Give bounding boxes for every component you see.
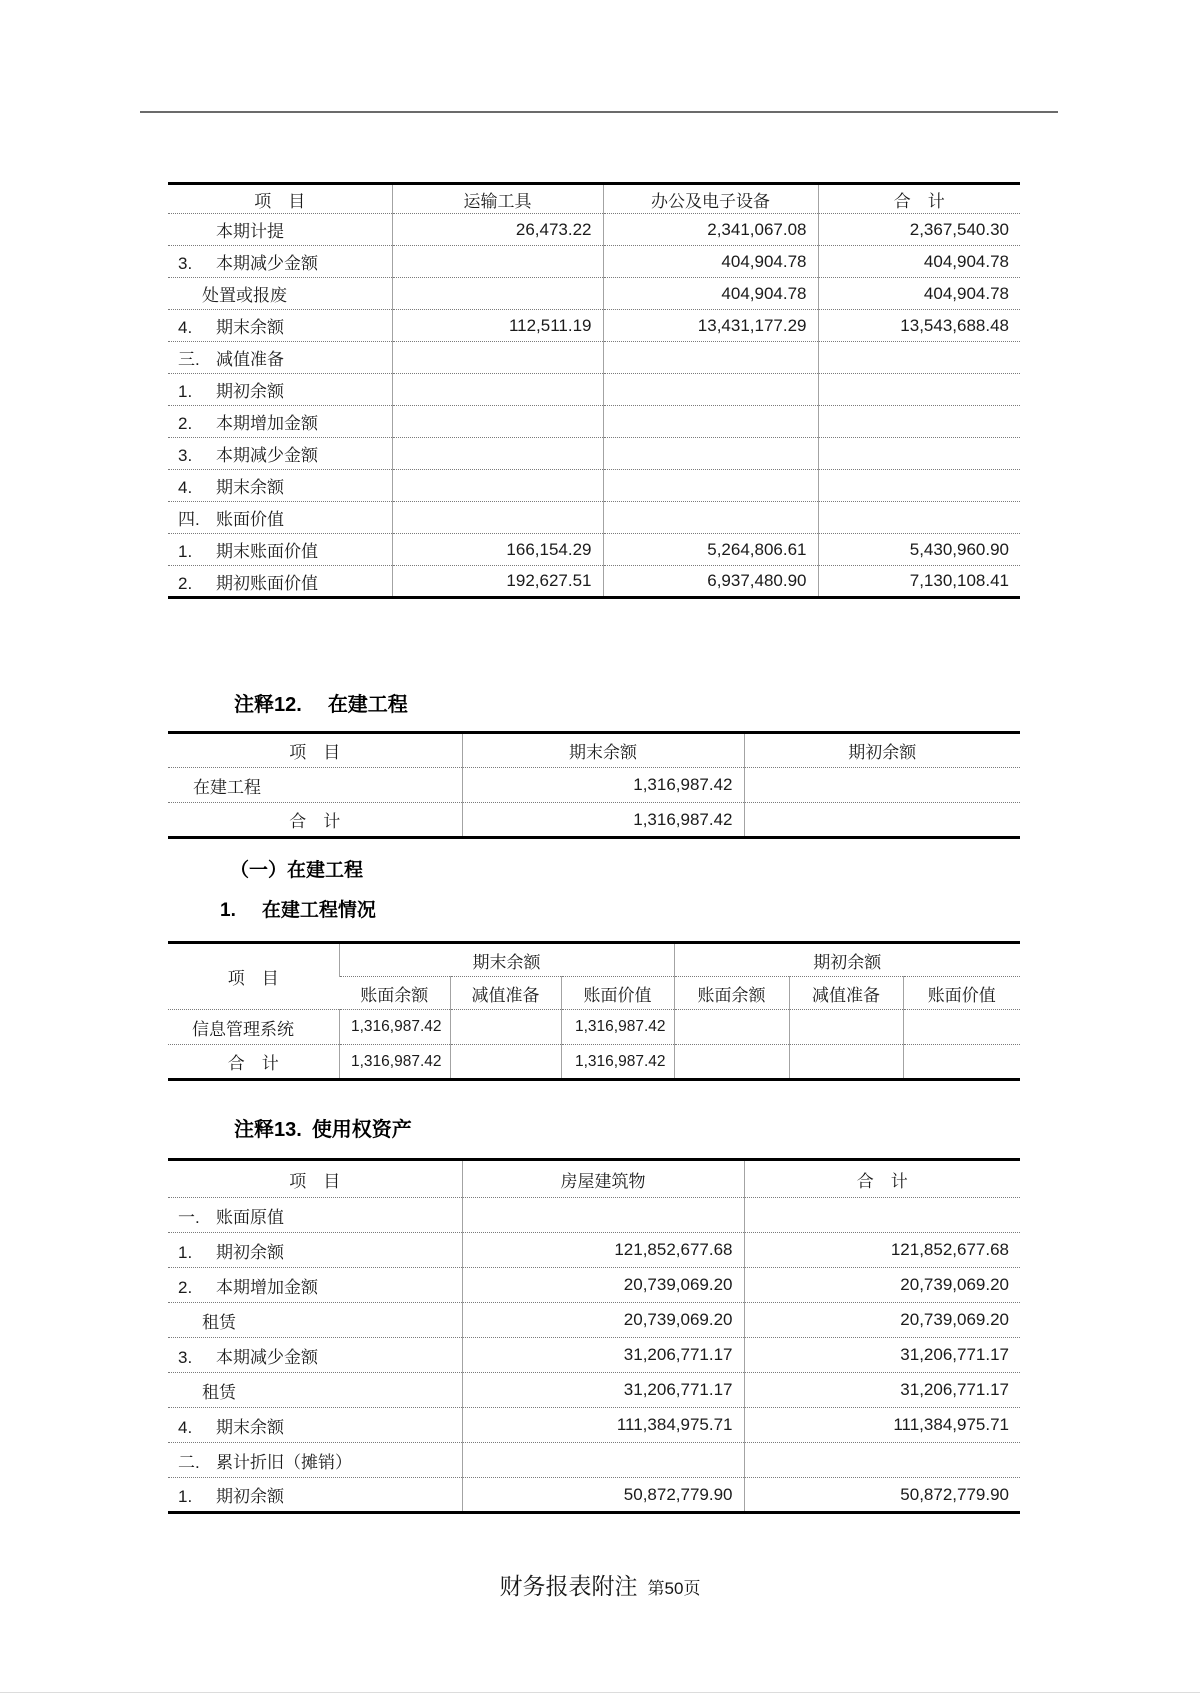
header-group-ending: 期末余额 — [339, 943, 674, 977]
row-number: 3. — [178, 1347, 193, 1367]
subheader-impairment: 减值准备 — [450, 977, 561, 1010]
table-group-header-row — [168, 943, 1020, 977]
cip-detail-number: 1. — [220, 900, 236, 921]
cip-detail-heading — [168, 898, 1020, 923]
cell — [789, 1010, 903, 1045]
cell-beginning — [744, 768, 1020, 803]
header-office-equipment: 办公及电子设备 — [603, 184, 818, 214]
cell-transport — [392, 246, 603, 278]
cell-total: 13,543,688.48 — [818, 310, 1020, 342]
table-row — [168, 438, 1020, 470]
footer-page-number: 第50页 — [647, 1579, 701, 1598]
row-label: 期初账面价值 — [216, 573, 318, 593]
cell-transport — [392, 502, 603, 534]
header-item: 项 目 — [289, 1171, 341, 1191]
table-row — [168, 278, 1020, 310]
cell-buildings — [462, 1443, 744, 1478]
cell-office: 13,431,177.29 — [603, 310, 818, 342]
cell-total: 31,206,771.17 — [744, 1373, 1020, 1408]
cell-total — [744, 1443, 1020, 1478]
cell-total — [818, 502, 1020, 534]
row-label: 累计折旧（摊销） — [216, 1452, 352, 1472]
row-number: 1. — [178, 382, 193, 401]
cip-detail-title: 在建工程情况 — [261, 900, 376, 921]
cell-office: 404,904.78 — [603, 278, 818, 310]
cell: 1,316,987.42 — [339, 1045, 450, 1080]
rou-assets-table — [168, 1158, 1020, 1514]
cell-total: 20,739,069.20 — [744, 1303, 1020, 1338]
row-number: 3. — [178, 254, 193, 273]
row-number: 1. — [178, 542, 193, 561]
cell-total — [818, 438, 1020, 470]
footer-title: 财务报表附注 — [499, 1573, 638, 1599]
table-row — [168, 1303, 1020, 1338]
cell-transport: 192,627.51 — [392, 566, 603, 598]
header-buildings: 房屋建筑物 — [462, 1160, 744, 1198]
cell-office — [603, 406, 818, 438]
table-header-row — [168, 184, 1020, 214]
cell-beginning — [744, 803, 1020, 838]
cell-buildings — [462, 1198, 744, 1233]
cell-total: 50,872,779.90 — [744, 1478, 1020, 1513]
row-label: 期末余额 — [216, 478, 284, 497]
table-row — [168, 1010, 1020, 1045]
row-label: 合 计 — [289, 812, 341, 831]
row-label: 信息管理系统 — [192, 1019, 294, 1039]
cip-summary-table — [168, 731, 1020, 839]
header-total: 合 计 — [818, 184, 1020, 214]
table-row — [168, 1198, 1020, 1233]
table-row — [168, 566, 1020, 598]
cip-detail-table — [168, 941, 1020, 1081]
cell-total — [818, 406, 1020, 438]
table-header-row — [168, 733, 1020, 768]
row-number: 3. — [178, 446, 193, 465]
cell-buildings: 111,384,975.71 — [462, 1408, 744, 1443]
cell-buildings: 121,852,677.68 — [462, 1233, 744, 1268]
cell-total: 7,130,108.41 — [818, 566, 1020, 598]
cell-total: 20,739,069.20 — [744, 1268, 1020, 1303]
header-ending-balance: 期末余额 — [462, 733, 744, 768]
row-label: 账面原值 — [216, 1207, 284, 1227]
row-number: 1. — [178, 1487, 193, 1506]
cell-office: 6,937,480.90 — [603, 566, 818, 598]
cell-total: 111,384,975.71 — [744, 1408, 1020, 1443]
row-number: 二. — [178, 1452, 200, 1472]
cell-total: 404,904.78 — [818, 278, 1020, 310]
row-number: 四. — [178, 510, 200, 529]
row-number: 一. — [178, 1207, 200, 1227]
cell-transport — [392, 470, 603, 502]
row-label: 期末余额 — [216, 318, 284, 337]
row-number: 4. — [178, 1417, 193, 1437]
cell — [903, 1010, 1020, 1045]
note12-number: 注释12. — [234, 694, 302, 716]
cell-transport: 166,154.29 — [392, 534, 603, 566]
row-label: 本期减少金额 — [216, 254, 318, 273]
row-number: 2. — [178, 414, 193, 433]
row-number: 三. — [178, 350, 200, 369]
table-row — [168, 374, 1020, 406]
cell-transport — [392, 406, 603, 438]
cell-total: 31,206,771.17 — [744, 1338, 1020, 1373]
table-row-total — [168, 1045, 1020, 1080]
note12-heading — [168, 692, 1020, 718]
header-item: 项 目 — [254, 191, 306, 211]
row-label: 期初余额 — [216, 382, 284, 401]
row-label: 本期增加金额 — [216, 414, 318, 433]
table-row-total — [168, 803, 1020, 838]
cell-total: 404,904.78 — [818, 246, 1020, 278]
cell-office — [603, 470, 818, 502]
table-row — [168, 470, 1020, 502]
table-row — [168, 768, 1020, 803]
row-label: 本期减少金额 — [216, 1347, 318, 1367]
cell-buildings: 20,739,069.20 — [462, 1268, 744, 1303]
cell-transport — [392, 438, 603, 470]
table-row — [168, 342, 1020, 374]
cell: 1,316,987.42 — [561, 1045, 674, 1080]
cell-total — [744, 1198, 1020, 1233]
cell-total — [818, 342, 1020, 374]
row-label: 处置或报废 — [202, 286, 287, 305]
table-row — [168, 1478, 1020, 1513]
cell-office — [603, 502, 818, 534]
cell — [450, 1010, 561, 1045]
row-number: 4. — [178, 478, 193, 497]
row-label: 租赁 — [202, 1312, 236, 1332]
row-label: 合 计 — [227, 1054, 279, 1073]
cell-transport — [392, 374, 603, 406]
fixed-assets-table — [168, 182, 1020, 599]
cell-transport — [392, 342, 603, 374]
table-row — [168, 1338, 1020, 1373]
cell-buildings: 31,206,771.17 — [462, 1338, 744, 1373]
cell: 1,316,987.42 — [339, 1010, 450, 1045]
cip-section-heading — [168, 858, 1020, 883]
header-item: 项 目 — [289, 743, 341, 762]
cell-total — [818, 470, 1020, 502]
row-label: 减值准备 — [216, 350, 284, 369]
cell-total: 121,852,677.68 — [744, 1233, 1020, 1268]
cell-office: 2,341,067.08 — [603, 214, 818, 246]
cell-total: 2,367,540.30 — [818, 214, 1020, 246]
row-number: 1. — [178, 1242, 193, 1262]
header-rule — [140, 111, 1058, 113]
cell-office — [603, 374, 818, 406]
table-row — [168, 310, 1020, 342]
cell-buildings: 20,739,069.20 — [462, 1303, 744, 1338]
header-transport: 运输工具 — [392, 184, 603, 214]
cell-office: 404,904.78 — [603, 246, 818, 278]
cell-office — [603, 438, 818, 470]
table-row — [168, 502, 1020, 534]
table-header-row — [168, 1160, 1020, 1198]
cell-office — [603, 342, 818, 374]
row-label: 期初余额 — [216, 1242, 284, 1262]
header-group-beginning: 期初余额 — [674, 943, 1020, 977]
page-footer — [0, 1568, 1200, 1601]
row-number: 4. — [178, 318, 193, 337]
subheader-impairment: 减值准备 — [789, 977, 903, 1010]
cell: 1,316,987.42 — [561, 1010, 674, 1045]
table-row — [168, 246, 1020, 278]
cell-transport: 112,511.19 — [392, 310, 603, 342]
cell — [450, 1045, 561, 1080]
cell-buildings: 50,872,779.90 — [462, 1478, 744, 1513]
cell-ending: 1,316,987.42 — [462, 803, 744, 838]
row-label: 租赁 — [202, 1382, 236, 1402]
table-row — [168, 214, 1020, 246]
row-label: 期末账面价值 — [216, 542, 318, 561]
note13-heading — [168, 1117, 1020, 1143]
cell-total: 5,430,960.90 — [818, 534, 1020, 566]
row-number: 2. — [178, 573, 193, 593]
table-row — [168, 406, 1020, 438]
table-row — [168, 1268, 1020, 1303]
header-beginning-balance: 期初余额 — [744, 733, 1020, 768]
row-label: 账面价值 — [216, 510, 284, 529]
row-label: 本期计提 — [216, 222, 284, 241]
row-label: 期末余额 — [216, 1417, 284, 1437]
cell-transport — [392, 278, 603, 310]
table-row — [168, 1443, 1020, 1478]
table-row — [168, 1373, 1020, 1408]
cell-buildings: 31,206,771.17 — [462, 1373, 744, 1408]
row-label: 在建工程 — [193, 777, 261, 797]
subheader-book-balance: 账面余额 — [674, 977, 789, 1010]
note12-title: 在建工程 — [327, 694, 408, 716]
cell-transport: 26,473.22 — [392, 214, 603, 246]
cell — [789, 1045, 903, 1080]
table-row — [168, 1408, 1020, 1443]
row-label: 本期增加金额 — [216, 1277, 318, 1297]
cell-total — [818, 374, 1020, 406]
subheader-book-balance: 账面余额 — [360, 985, 429, 1005]
header-total: 合 计 — [744, 1160, 1020, 1198]
table-row — [168, 1233, 1020, 1268]
row-label: 期初余额 — [216, 1487, 284, 1506]
page-bottom-rule — [0, 1692, 1200, 1693]
cell-ending: 1,316,987.42 — [462, 768, 744, 803]
note13-number: 注释13. — [234, 1119, 302, 1141]
cell — [903, 1045, 1020, 1080]
table-row — [168, 534, 1020, 566]
cell — [674, 1010, 789, 1045]
cell — [674, 1045, 789, 1080]
subheader-book-value: 账面价值 — [561, 977, 674, 1010]
note13-title: 使用权资产 — [311, 1119, 412, 1141]
cip-section-title: （一）在建工程 — [230, 860, 364, 881]
subheader-book-value: 账面价值 — [903, 977, 1020, 1010]
row-number: 2. — [178, 1277, 193, 1297]
header-item: 项 目 — [227, 969, 279, 988]
row-label: 本期减少金额 — [216, 446, 318, 465]
cell-office: 5,264,806.61 — [603, 534, 818, 566]
